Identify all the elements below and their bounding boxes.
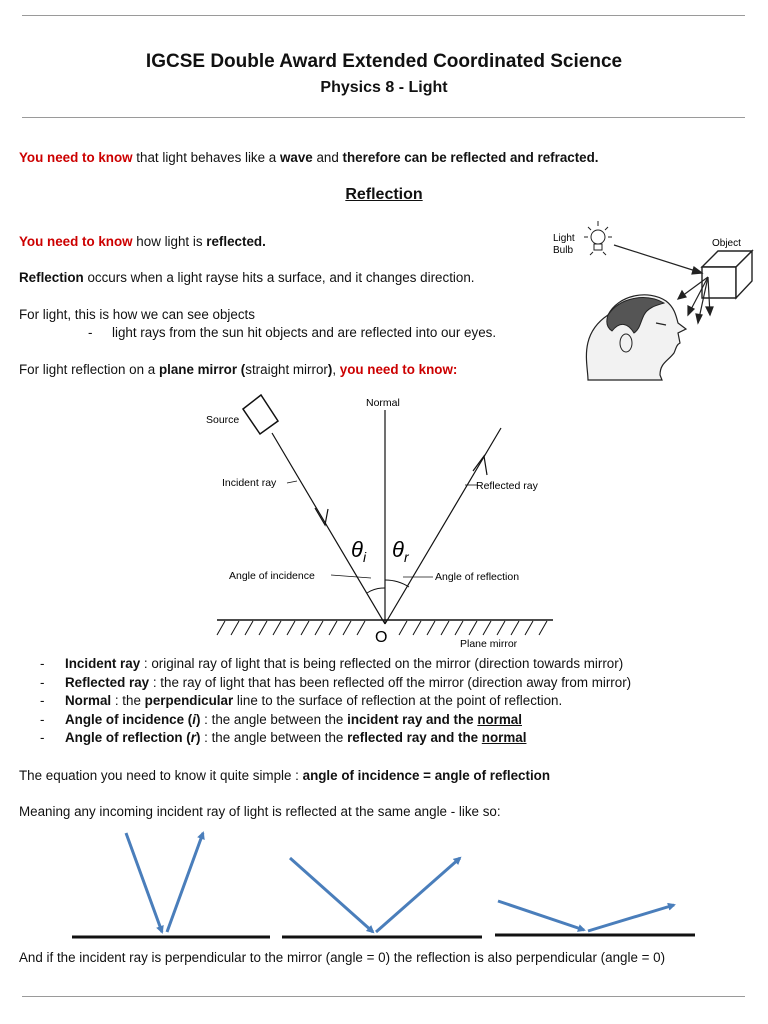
- text: straight mirror: [245, 362, 328, 377]
- text: : the angle between the: [200, 711, 348, 727]
- intro-paragraph: [19, 149, 599, 166]
- reflected-ray-label: Reflected ray: [476, 480, 538, 492]
- head-profile-icon: [586, 295, 686, 380]
- meaning-paragraph: Meaning any incoming incident ray of light is reflected at the same angle - like so:: [19, 804, 501, 819]
- bold-text: wave: [279, 150, 313, 165]
- text: how light is: [132, 234, 207, 249]
- incidence-angle-arc: [367, 588, 385, 593]
- normal-label: Normal: [366, 397, 400, 409]
- incident-ray-label: Incident ray: [222, 477, 277, 489]
- perpendicular-paragraph: And if the incident ray is perpendicular to the mirror (angle = 0) the reflection is also perpendicular (angle = 0): [19, 950, 666, 965]
- italic-symbol: i: [192, 711, 196, 727]
- text: line to the surface of reflection at the point of reflection.: [233, 693, 563, 708]
- section-heading: Reflection: [345, 186, 423, 203]
- you-need-to-know: You need to know: [19, 234, 133, 249]
- bold-text: Reflection: [19, 270, 84, 285]
- incident-ray-leader: [287, 481, 297, 483]
- bold-text: therefore can be reflected and refracted.: [342, 150, 599, 165]
- reflection-occurs-paragraph: [19, 269, 475, 286]
- definition-incident-ray: [40, 655, 631, 674]
- you-need-to-know: You need to know: [19, 150, 133, 165]
- light-bulb-icon: [584, 221, 612, 255]
- reflected-paragraph: [19, 233, 266, 250]
- page-title: IGCSE Double Award Extended Coordinated Science: [145, 51, 623, 72]
- bulb-label-light: Light: [553, 233, 575, 244]
- object-box: [702, 251, 752, 298]
- example-45deg-arrows: [290, 858, 460, 932]
- definition-angle-reflection: [40, 729, 631, 748]
- header-rule: [22, 117, 745, 118]
- page-subtitle: Physics 8 - Light: [320, 79, 448, 96]
- text: : the ray of light that has been reflected off the mirror (direction away from mirror): [149, 674, 632, 690]
- plane-mirror-label: Plane mirror: [460, 638, 518, 650]
- dash: -: [40, 674, 45, 690]
- bold-text: angle of incidence = angle of reflection: [302, 768, 551, 783]
- bold-text: reflected.: [206, 234, 266, 249]
- term: Incident ray: [65, 656, 141, 671]
- you-need-to-know: you need to know:: [339, 362, 458, 377]
- underlined-text: normal: [477, 711, 522, 727]
- example-shallow-arrows: [498, 901, 674, 931]
- theta-r-symbol: $\theta_r$: [392, 537, 409, 565]
- reflection-examples: [70, 828, 695, 943]
- objects-line-2: [88, 324, 496, 341]
- dash: -: [40, 693, 45, 708]
- bold-text: perpendicular: [144, 693, 234, 708]
- text: The equation you need to know it quite simple :: [19, 768, 303, 783]
- plane-mirror-paragraph: [19, 361, 457, 378]
- text: : the: [111, 693, 145, 708]
- bold-text: reflected ray and the: [347, 730, 482, 745]
- text: that light behaves like a: [132, 150, 280, 165]
- term: Reflected ray: [65, 674, 150, 690]
- bulb-label-bulb: Bulb: [553, 245, 574, 256]
- reflected-ray: [385, 428, 501, 624]
- definitions-list: [40, 655, 631, 748]
- term: ): [195, 711, 201, 727]
- eye-object-figure: [548, 215, 758, 385]
- italic-symbol: r: [190, 730, 196, 745]
- dash: -: [40, 656, 45, 671]
- dash: -: [40, 711, 45, 727]
- angle-incidence-leader: [331, 575, 371, 578]
- text: For light reflection on a: [19, 362, 159, 377]
- bold-text: ): [327, 362, 333, 377]
- term: Angle of incidence (: [65, 711, 193, 727]
- definition-angle-incidence: [40, 711, 631, 730]
- origin-label: O: [375, 629, 388, 646]
- source-label: Source: [206, 414, 240, 426]
- reflection-angle-arc: [385, 580, 409, 587]
- text: : the angle between the: [200, 730, 348, 745]
- text: ,: [332, 362, 340, 377]
- object-label: Object: [712, 238, 741, 249]
- text: light rays from the sun hit objects and are reflected into our eyes.: [112, 325, 497, 340]
- example-steep-arrows: [126, 833, 203, 932]
- source-box: [243, 395, 278, 434]
- term: ): [195, 730, 201, 745]
- top-rule: [22, 15, 745, 16]
- theta-i-symbol: $\theta_i$: [351, 537, 367, 565]
- term: Normal: [65, 693, 112, 708]
- definition-normal: [40, 692, 631, 711]
- definition-reflected-ray: [40, 674, 631, 693]
- bold-text: incident ray and the: [347, 711, 478, 727]
- angle-incidence-label: Angle of incidence: [229, 570, 315, 582]
- equation-paragraph: [19, 767, 550, 784]
- text: : original ray of light that is being reflected on the mirror (direction towards mirror): [140, 656, 624, 671]
- footer-rule: [22, 996, 745, 997]
- text: and: [312, 150, 343, 165]
- incident-ray: [272, 433, 385, 624]
- underlined-text: normal: [481, 730, 527, 745]
- reflection-diagram: [195, 388, 565, 653]
- objects-line-1: For light, this is how we can see objects: [19, 307, 255, 322]
- text: occurs when a light rayse hits a surface, and it changes direction.: [83, 270, 475, 285]
- angle-reflection-label: Angle of reflection: [435, 571, 520, 583]
- term: Angle of reflection (: [65, 730, 191, 745]
- dash: -: [88, 325, 93, 340]
- dash: -: [40, 730, 45, 745]
- bold-text: plane mirror (: [158, 362, 246, 377]
